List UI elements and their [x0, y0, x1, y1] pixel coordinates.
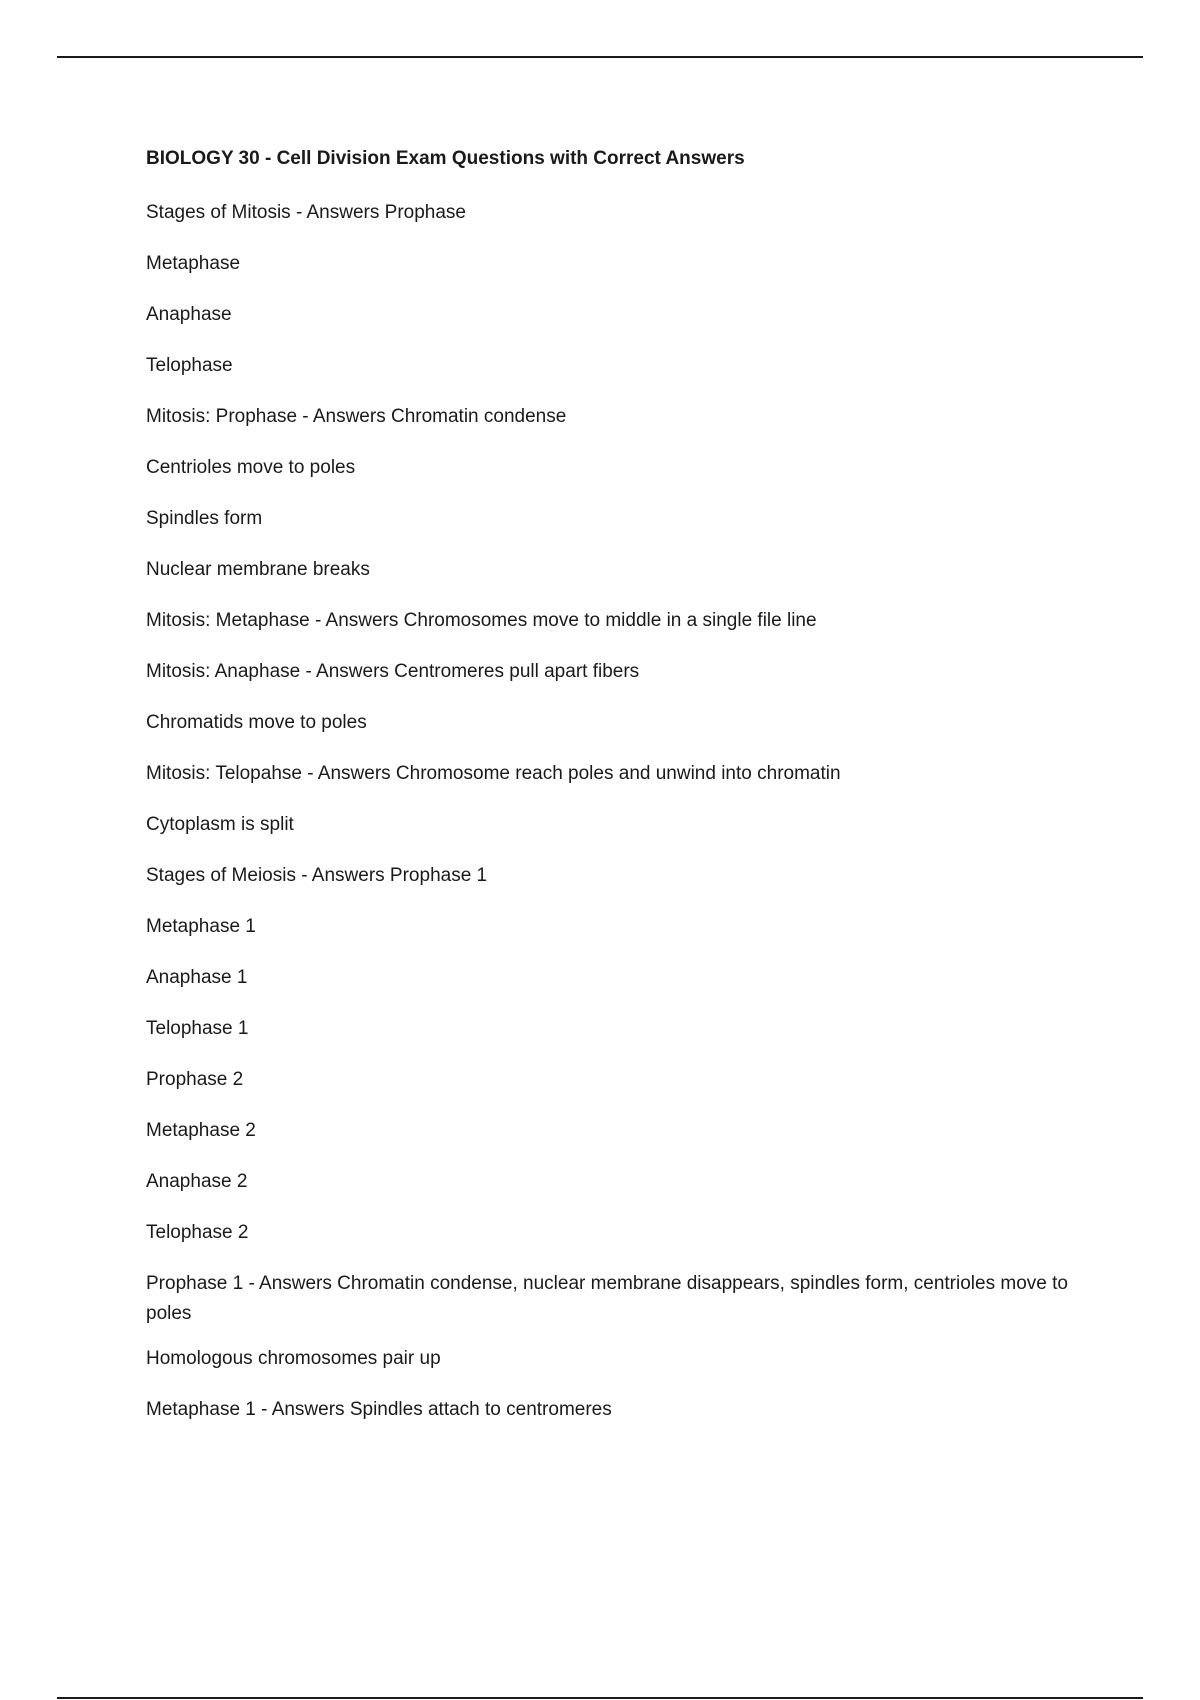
text-line: Anaphase [146, 304, 232, 325]
text-line: Mitosis: Telopahse - Answers Chromosome reach poles and unwind into chromatin [146, 763, 841, 784]
text-line: Stages of Mitosis - Answers Prophase [146, 202, 466, 223]
text-line: Prophase 1 - Answers Chromatin condense, nuclear membrane disappears, spindles form, centrioles move to poles [146, 1273, 1068, 1324]
text-line: Mitosis: Metaphase - Answers Chromosomes move to middle in a single file line [146, 610, 817, 631]
text-line: Anaphase 1 [146, 967, 248, 988]
document-title: BIOLOGY 30 - Cell Division Exam Questions with Correct Answers [146, 148, 745, 169]
text-line: Metaphase 1 - Answers Spindles attach to centromeres [146, 1399, 612, 1420]
text-line: Anaphase 2 [146, 1171, 248, 1192]
header-rule [57, 56, 1143, 58]
text-line: Chromatids move to poles [146, 712, 367, 733]
text-line: Telophase 1 [146, 1018, 249, 1039]
text-line: Mitosis: Prophase - Answers Chromatin condense [146, 406, 567, 427]
text-line: Mitosis: Anaphase - Answers Centromeres pull apart fibers [146, 661, 640, 682]
text-line: Stages of Meiosis - Answers Prophase 1 [146, 865, 488, 886]
text-line: Spindles form [146, 508, 263, 529]
text-line: Metaphase [146, 253, 241, 274]
text-line: Cytoplasm is split [146, 814, 294, 835]
text-line: Prophase 2 [146, 1069, 244, 1090]
text-line: Homologous chromosomes pair up [146, 1348, 441, 1369]
text-line: Telophase 2 [146, 1222, 249, 1243]
text-line: Centrioles move to poles [146, 457, 356, 478]
text-line: Telophase [146, 355, 233, 376]
text-line: Metaphase 2 [146, 1120, 256, 1141]
footer-rule [57, 1697, 1143, 1699]
text-line: Nuclear membrane breaks [146, 559, 370, 580]
text-line: Metaphase 1 [146, 916, 256, 937]
document-body [146, 146, 1076, 1446]
